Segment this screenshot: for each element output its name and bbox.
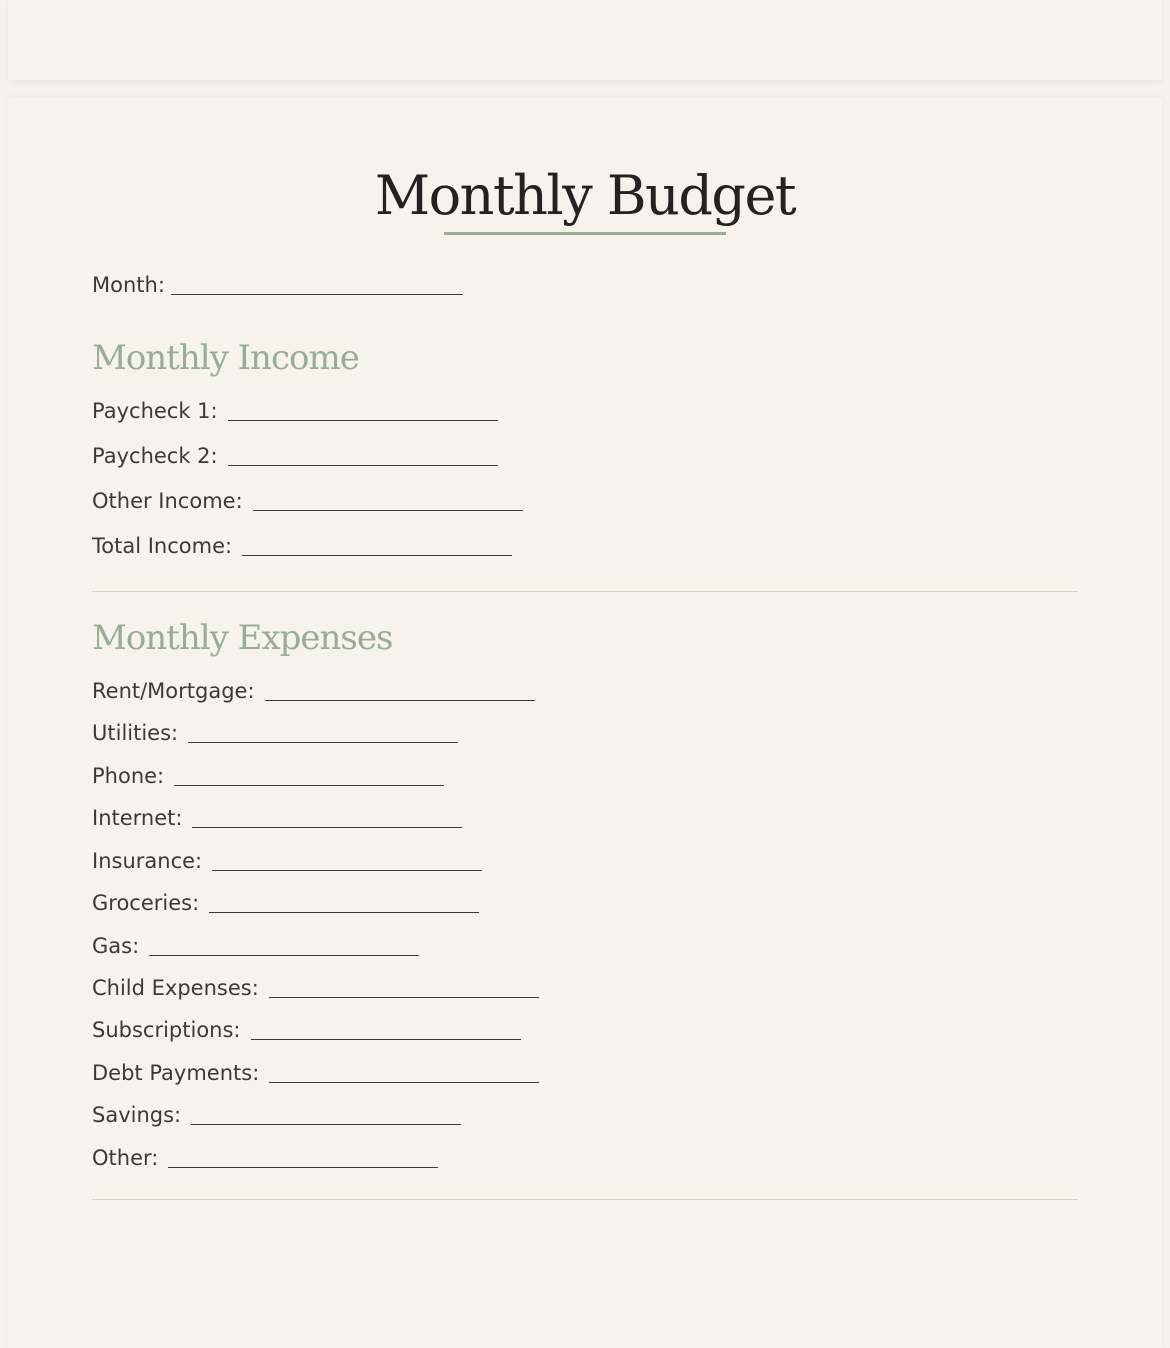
field-label: Other: [92,1146,159,1170]
blank-line[interactable] [251,1038,521,1040]
field-label: Insurance: [92,849,203,873]
expense-field [92,890,479,916]
field-label: Other Income: [92,489,243,513]
field-label: Internet: [92,806,183,830]
field-label: Savings: [92,1103,182,1127]
blank-line[interactable] [168,1166,438,1168]
field-label: Paycheck 1: [92,399,218,423]
month-blank-line[interactable] [171,293,463,295]
income-field [92,488,523,514]
title-underline [444,232,726,235]
blank-line[interactable] [253,509,523,511]
blank-line[interactable] [228,464,498,466]
field-label: Total Income: [92,534,233,558]
blank-line[interactable] [149,954,419,956]
previous-page [8,0,1162,80]
income-field [92,443,498,469]
income-field [92,398,498,424]
field-label: Utilities: [92,721,179,745]
blank-line[interactable] [188,741,458,743]
blank-line[interactable] [265,699,535,701]
field-label: Paycheck 2: [92,444,218,468]
field-label: Child Expenses: [92,976,259,1000]
blank-line[interactable] [242,554,512,556]
expense-field [92,678,535,704]
expense-field [92,1017,521,1043]
income-heading: Monthly Income [92,338,359,378]
blank-line[interactable] [192,826,462,828]
section-divider [92,591,1078,592]
blank-line[interactable] [174,784,444,786]
field-label: Debt Payments: [92,1061,260,1085]
expenses-heading: Monthly Expenses [92,618,393,658]
month-field [92,272,463,298]
section-divider [92,1199,1078,1200]
expense-field [92,1145,438,1171]
field-label: Subscriptions: [92,1018,241,1042]
expense-field [92,763,444,789]
field-label: Rent/Mortgage: [92,679,255,703]
expense-field [92,975,539,1001]
blank-line[interactable] [228,419,498,421]
blank-line[interactable] [191,1123,461,1125]
expense-field [92,720,458,746]
expense-field [92,805,462,831]
field-label: Gas: [92,934,140,958]
expense-field [92,933,419,959]
blank-line[interactable] [269,1081,539,1083]
expense-field [92,1060,539,1086]
field-label: Phone: [92,764,165,788]
income-field [92,533,512,559]
page-title: Monthly Budget [374,164,796,227]
expense-field [92,1102,461,1128]
field-label: Groceries: [92,891,200,915]
blank-line[interactable] [269,996,539,998]
blank-line[interactable] [212,869,482,871]
blank-line[interactable] [209,911,479,913]
expense-field [92,848,482,874]
month-label: Month: [92,273,165,297]
